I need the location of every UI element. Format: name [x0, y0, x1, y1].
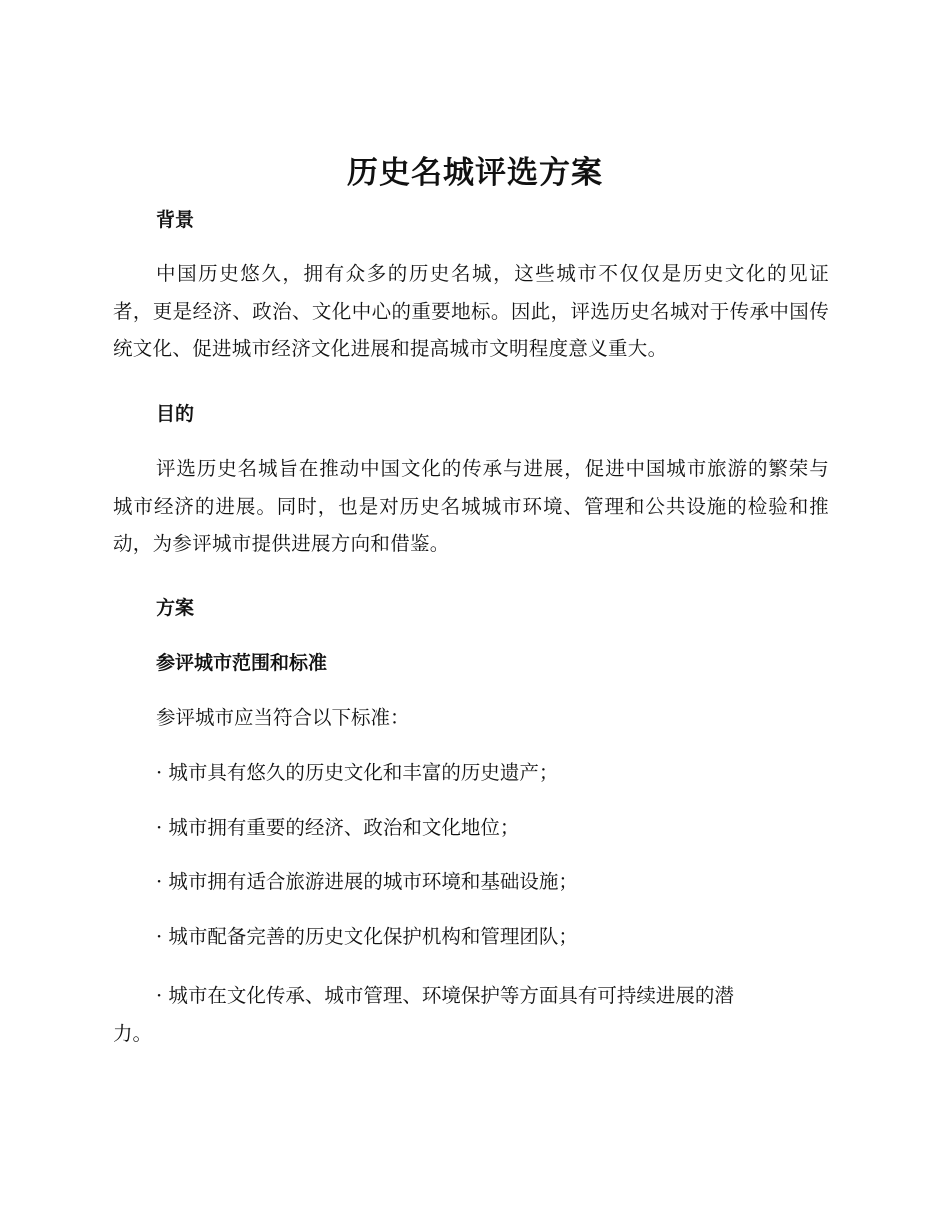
purpose-paragraph: 评选历史名城旨在推动中国文化的传承与进展，促进中国城市旅游的繁荣与城市经济的进展。同时，也是对历史名城城市环境、管理和公共设施的检验和推动，为参评城市提供进展方向和借鉴。: [113, 457, 829, 555]
criterion-item: · 城市具有悠久的历史文化和丰富的历史遗产；: [156, 761, 559, 784]
criteria-intro: 参评城市应当符合以下标准：: [156, 706, 410, 729]
criterion-item-last: [113, 977, 829, 1052]
section-heading-purpose: 目的: [156, 403, 195, 425]
criterion-item: · 城市拥有重要的经济、政治和文化地位；: [156, 816, 520, 839]
section-heading-plan: 方案: [156, 597, 195, 619]
document-title: 历史名城评选方案: [347, 155, 603, 191]
criterion-item: · 城市拥有适合旅游进展的城市环境和基础设施；: [156, 870, 578, 893]
subheading-criteria: 参评城市范围和标准: [156, 652, 328, 674]
criterion-item: · 城市配备完善的历史文化保护机构和管理团队；: [156, 925, 578, 948]
criterion-last-line-2: 力。: [113, 1021, 153, 1045]
criterion-last-line-1: · 城市在文化传承、城市管理、环境保护等方面具有可持续进展的潜: [156, 984, 734, 1007]
background-paragraph: 中国历史悠久，拥有众多的历史名城，这些城市不仅仅是历史文化的见证者，更是经济、政治、文化中心的重要地标。因此，评选历史名城对于传承中国传统文化、促进城市经济文化进展和提高城市文明程度意义重大。: [113, 262, 829, 360]
section-heading-background: 背景: [156, 209, 195, 231]
